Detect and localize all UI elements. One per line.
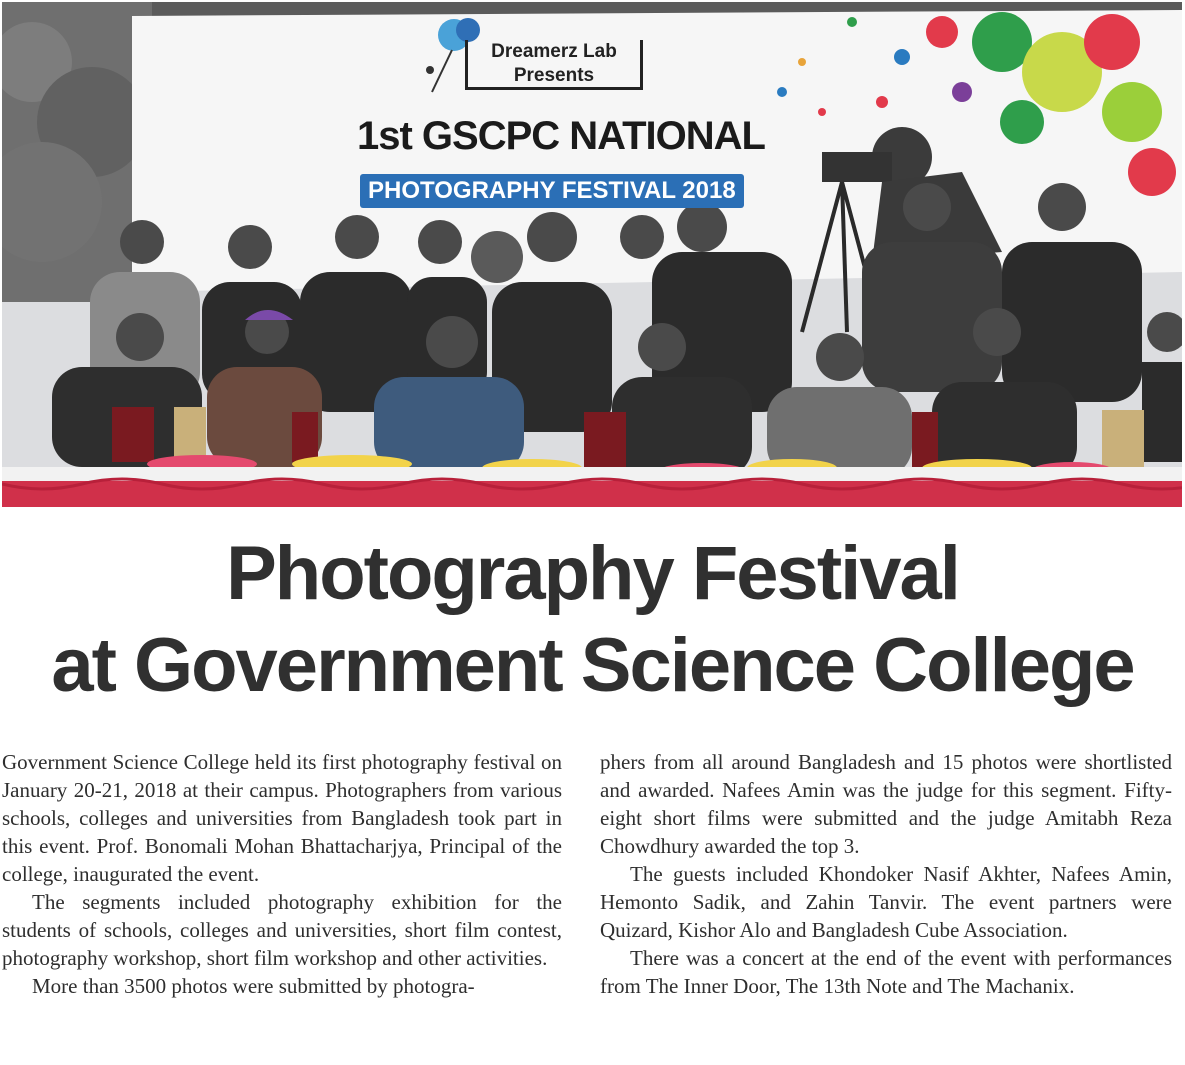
paragraph: The segments included photography exhibition for the students of schools, colleges and universities, short film contest, photography workshop, short film workshop and other activities.	[2, 890, 562, 970]
headline-line2: at Government Science College	[51, 623, 1134, 708]
banner-logo-line1: Dreamerz Lab	[491, 41, 617, 62]
article-right-column	[600, 748, 1172, 1000]
paragraph: There was a concert at the end of the event with performances from The Inner Door, The 13th Note and The Machanix.	[600, 946, 1172, 998]
paragraph: phers from all around Bangladesh and 15 photos were shortlisted and awarded. Nafees Amin was the judge for this segment. Fifty-eight short films were submitted and the judge Amitabh Reza Chowdhury awarded the top 3.	[600, 750, 1172, 858]
paragraph: More than 3500 photos were submitted by photogra-	[32, 974, 475, 998]
headline-line1: Photography Festival	[226, 531, 959, 616]
paragraph: Government Science College held its first photography festival on January 20-21, 2018 at their campus. Photographers from various schools, colleges and universities from Bangladesh took part in this event. Prof. Bonomali Mohan Bhattacharjya, Principal of the college, inaugurated the event.	[2, 750, 562, 886]
article-left-column	[2, 748, 562, 1000]
event-photo	[2, 2, 1182, 507]
article-headline	[0, 528, 1185, 712]
banner-logo-line2: Presents	[513, 65, 595, 86]
paragraph: The guests included Khondoker Nasif Akhter, Nafees Amin, Hemonto Sadik, and Zahin Tanvir. The event partners were Quizard, Kishor Alo and Bangladesh Cube Association.	[600, 862, 1172, 942]
banner-logo-box	[465, 40, 643, 90]
banner-subtitle: PHOTOGRAPHY FESTIVAL 2018	[360, 174, 744, 208]
banner-title: 1st GSCPC NATIONAL	[357, 114, 765, 158]
